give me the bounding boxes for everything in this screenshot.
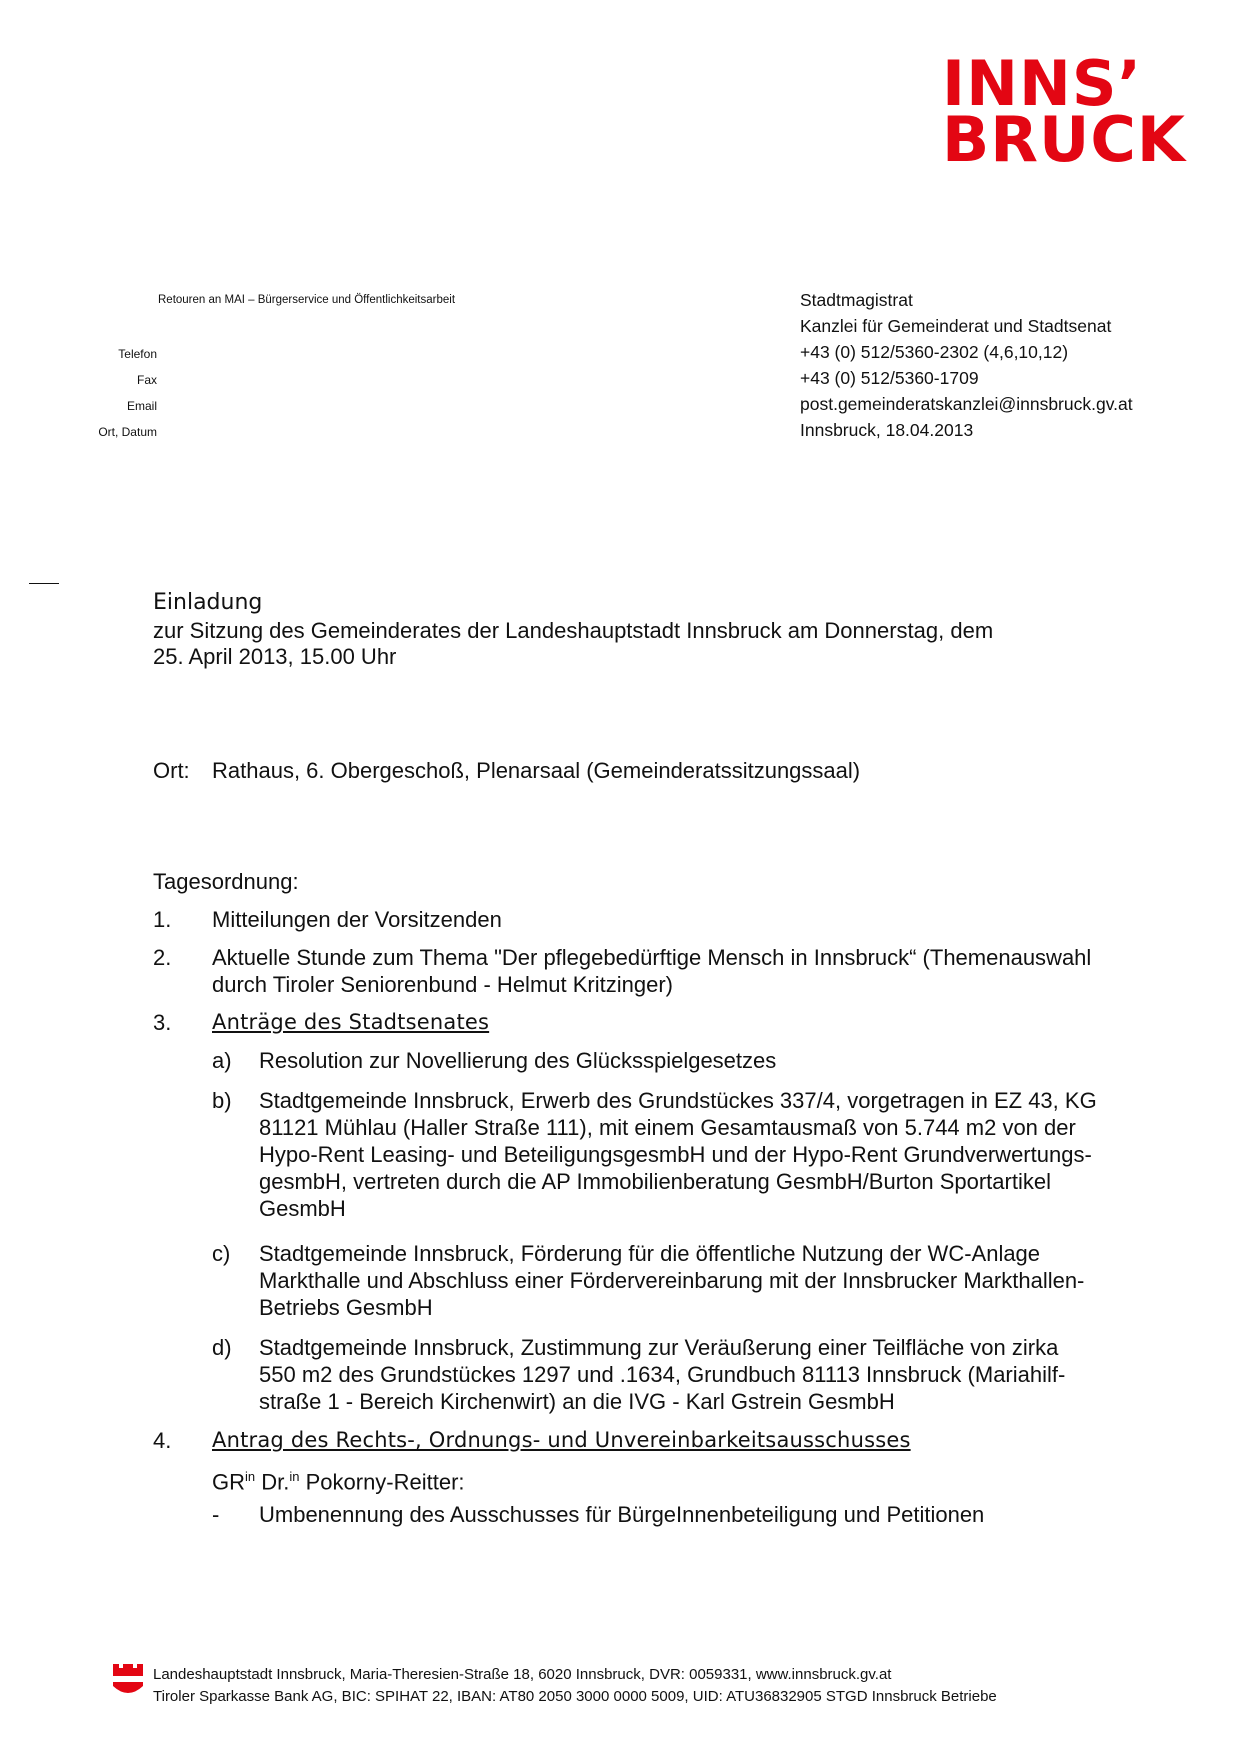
item-number: 4. bbox=[153, 1428, 172, 1453]
sub-text-line: gesmbH, vertreten durch die AP Immobilienberatung GesmbH/Burton Sportartikel bbox=[259, 1169, 1051, 1194]
footer-line-2: Tiroler Sparkasse Bank AG, BIC: SPIHAT 22, IBAN: AT80 2050 3000 0000 5009, UID: ATU36832905 STGD Innsbruck Betriebe bbox=[153, 1688, 997, 1705]
subtitle-line-2: 25. April 2013, 15.00 Uhr bbox=[153, 644, 397, 669]
item-title: Anträge des Stadtsenates bbox=[212, 1010, 490, 1034]
location-value: Rathaus, 6. Obergeschoß, Plenarsaal (Gemeinderatssitzungssaal) bbox=[212, 758, 861, 783]
proposer-gr-sup: in bbox=[245, 1469, 256, 1484]
sub-label: b) bbox=[212, 1088, 232, 1113]
logo-line-2: BRUCK bbox=[942, 103, 1186, 176]
item-number: 3. bbox=[153, 1010, 172, 1035]
subtitle-line-1: zur Sitzung des Gemeinderates der Landeshauptstadt Innsbruck am Donnerstag, dem bbox=[153, 618, 994, 643]
telefon-value: +43 (0) 512/5360-2302 (4,6,10,12) bbox=[800, 342, 1069, 362]
innsbruck-logo bbox=[942, 47, 1187, 176]
sub-text-line: GesmbH bbox=[259, 1196, 346, 1221]
item-text-line: durch Tiroler Seniorenbund - Helmut Kritzinger) bbox=[212, 972, 673, 997]
telefon-label: Telefon bbox=[118, 347, 157, 361]
sender-office: Stadtmagistrat bbox=[800, 290, 913, 310]
sub-text-line: straße 1 - Bereich Kirchenwirt) an die IVG - Karl Gstrein GesmbH bbox=[259, 1389, 895, 1414]
item-title: Antrag des Rechts-, Ordnungs- und Unvereinbarkeitsausschusses bbox=[212, 1428, 911, 1452]
sub-text-line: Stadtgemeinde Innsbruck, Erwerb des Grundstückes 337/4, vorgetragen in EZ 43, KG bbox=[259, 1088, 1097, 1113]
footer-line-1: Landeshauptstadt Innsbruck, Maria-Theresien-Straße 18, 6020 Innsbruck, DVR: 0059331, www.innsbruck.gv.at bbox=[153, 1666, 892, 1683]
item-number: 2. bbox=[153, 945, 172, 970]
sub-label: c) bbox=[212, 1241, 231, 1266]
fold-mark bbox=[29, 583, 59, 584]
sub-label: d) bbox=[212, 1335, 232, 1360]
sub-text-line: Stadtgemeinde Innsbruck, Zustimmung zur Veräußerung einer Teilfläche von zirka bbox=[259, 1335, 1059, 1360]
proposer-name: Pokorny-Reitter: bbox=[299, 1469, 465, 1495]
footer bbox=[153, 1664, 997, 1708]
city-crest-icon bbox=[111, 1660, 145, 1700]
logo-line-1: INNS’ bbox=[942, 47, 1143, 120]
sub-text-line: Markthalle und Abschluss einer Fördervereinbarung mit der Innsbrucker Markthallen- bbox=[259, 1268, 1085, 1293]
fax-label: Fax bbox=[136, 373, 157, 387]
item-text-line: Aktuelle Stunde zum Thema "Der pflegebedürftige Mensch in Innsbruck“ (Themenauswahl bbox=[212, 945, 1092, 970]
proposer-dr: Dr. bbox=[255, 1469, 290, 1495]
fax-value: +43 (0) 512/5360-1709 bbox=[800, 368, 979, 388]
meeting-location bbox=[153, 758, 861, 784]
sub-text: Resolution zur Novellierung des Glücksspielgesetzes bbox=[259, 1048, 777, 1073]
sub-text-line: Hypo-Rent Leasing- und BeteiligungsgesmbH und der Hypo-Rent Grundverwertungs- bbox=[259, 1142, 1092, 1167]
agenda-heading: Tagesordnung: bbox=[153, 869, 299, 894]
item-number: 1. bbox=[153, 907, 172, 932]
sub-text-line: Betriebs GesmbH bbox=[259, 1295, 433, 1320]
return-address: Retouren an MAI – Bürgerservice und Öffentlichkeitsarbeit bbox=[158, 294, 456, 306]
bullet-text: Umbenennung des Ausschusses für BürgeInnenbeteiligung und Petitionen bbox=[259, 1502, 985, 1527]
sender-department: Kanzlei für Gemeinderat und Stadtsenat bbox=[800, 316, 1112, 336]
sub-text-line: 550 m2 des Grundstückes 1297 und .1634, Grundbuch 81113 Innsbruck (Mariahilf- bbox=[259, 1362, 1066, 1387]
location-label: Ort: bbox=[153, 758, 190, 783]
bullet-dash: - bbox=[212, 1502, 220, 1527]
document-subtitle bbox=[153, 618, 1113, 670]
date-label: Ort, Datum bbox=[98, 425, 157, 439]
date-value: Innsbruck, 18.04.2013 bbox=[800, 420, 974, 440]
document-title: Einladung bbox=[153, 590, 263, 615]
sub-label: a) bbox=[212, 1048, 232, 1073]
item-text: Mitteilungen der Vorsitzenden bbox=[212, 907, 502, 932]
email-label: Email bbox=[126, 399, 157, 413]
sub-text-line: 81121 Mühlau (Haller Straße 111), mit einem Gesamtausmaß von 5.744 m2 von der bbox=[259, 1115, 1076, 1140]
email-value[interactable]: post.gemeinderatskanzlei@innsbruck.gv.at bbox=[800, 394, 1133, 414]
proposer-gr: GR bbox=[212, 1469, 245, 1495]
sub-text-line: Stadtgemeinde Innsbruck, Förderung für die öffentliche Nutzung der WC-Anlage bbox=[259, 1241, 1041, 1266]
proposer-dr-sup: in bbox=[289, 1469, 300, 1484]
